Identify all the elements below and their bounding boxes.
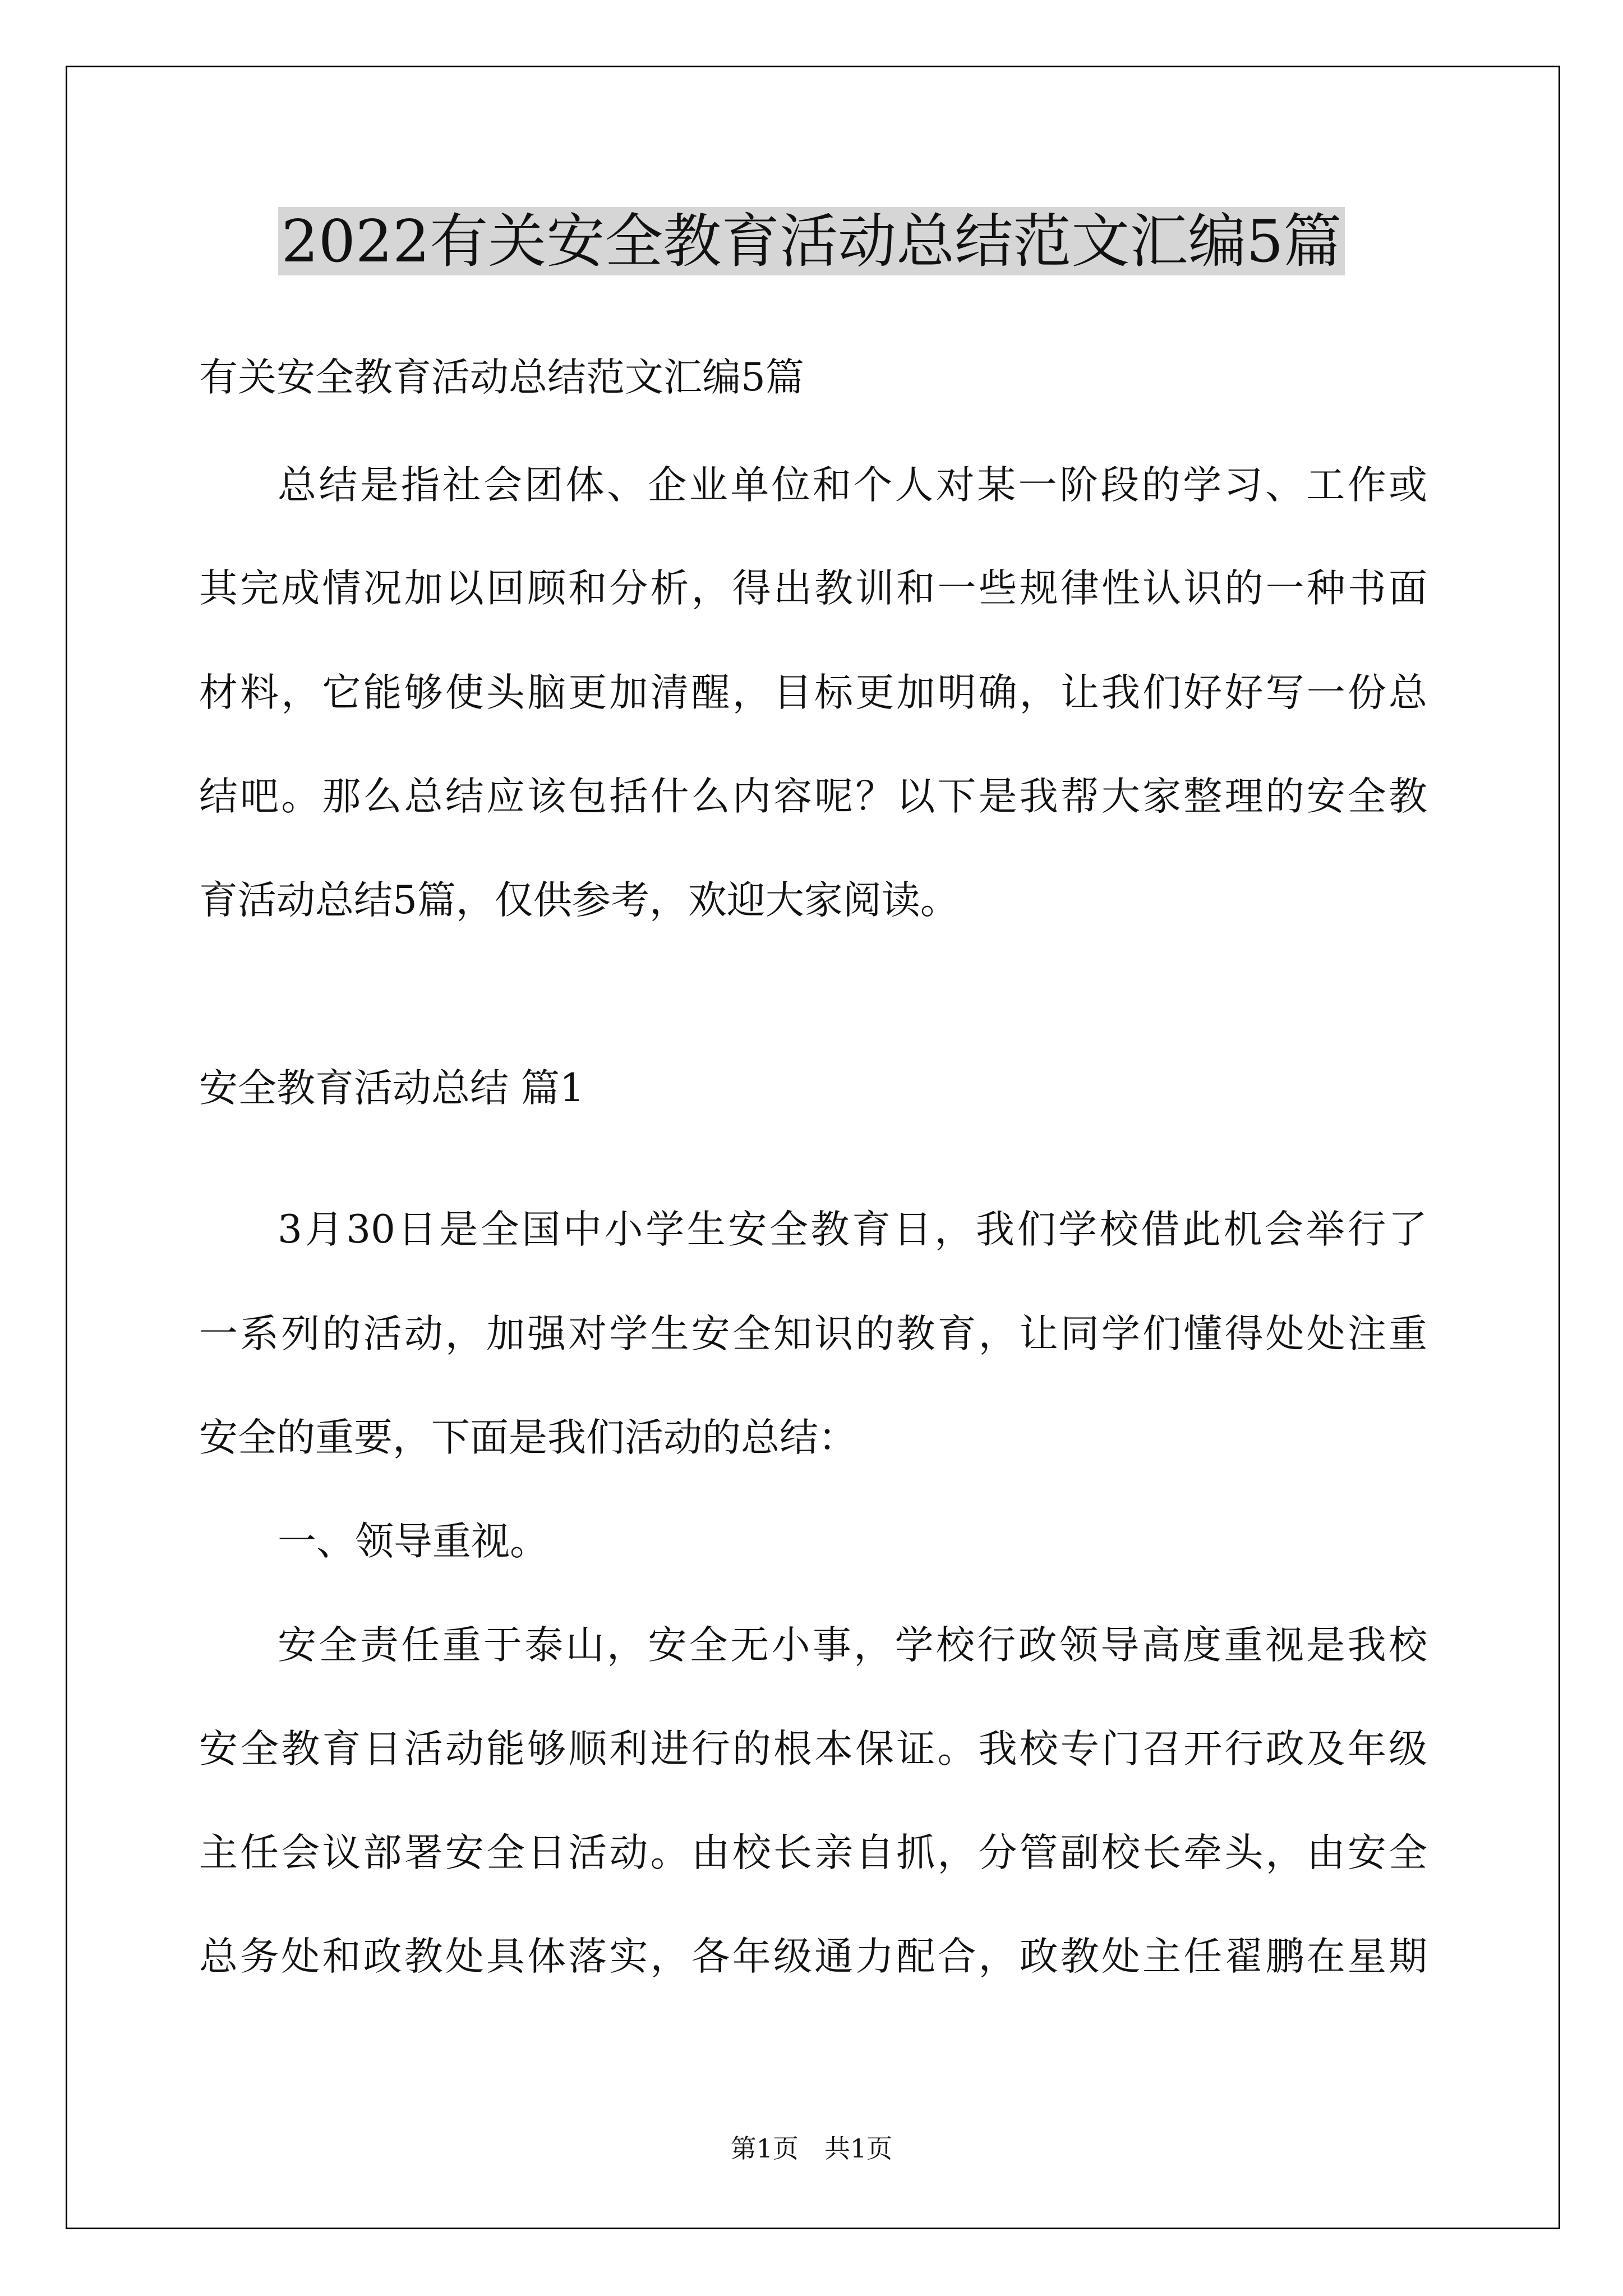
intro-line-2: 其完成情况加以回顾和分析，得出教训和一些规律性认识的一种书面 — [199, 566, 1427, 611]
intro-line-4: 结吧。那么总结应该包括什么内容呢？以下是我帮大家整理的安全教 — [199, 774, 1427, 819]
document-subtitle: 有关安全教育活动总结范文汇编5篇 — [199, 355, 804, 400]
intro-line-5: 育活动总结5篇，仅供参考，欢迎大家阅读。 — [199, 878, 959, 923]
page-footer: 第1页 共1页 — [730, 2133, 893, 2164]
intro-line-3: 材料，它能够使头脑更加清醒，目标更加明确，让我们好好写一份总 — [199, 670, 1427, 715]
section-1-para-2-line-1: 安全责任重于泰山，安全无小事，学校行政领导高度重视是我校 — [278, 1623, 1427, 1668]
document-title-text: 2022有关安全教育活动总结范文汇编5篇 — [278, 207, 1345, 275]
section-1-para-2-line-2: 安全教育日活动能够顺利进行的根本保证。我校专门召开行政及年级 — [199, 1727, 1427, 1772]
intro-line-1: 总结是指社会团体、企业单位和个人对某一阶段的学习、工作或 — [278, 463, 1427, 508]
section-1-heading: 安全教育活动总结 篇1 — [199, 1066, 584, 1111]
section-1-para-2-line-4: 总务处和政教处具体落实，各年级通力配合，政教处主任翟鹏在星期 — [199, 1934, 1427, 1979]
document-title — [0, 202, 1623, 280]
section-1-para-2-line-3: 主任会议部署安全日活动。由校长亲自抓，分管副校长牵头，由安全 — [199, 1830, 1427, 1875]
section-1-para-1-line-3: 安全的重要，下面是我们活动的总结： — [199, 1415, 857, 1460]
section-1-para-1-line-1: 3月30日是全国中小学生安全教育日，我们学校借此机会举行了 — [278, 1207, 1427, 1252]
section-1-para-1-line-2: 一系列的活动，加强对学生安全知识的教育，让同学们懂得处处注重 — [199, 1312, 1427, 1356]
section-1-subheading: 一、领导重视。 — [278, 1519, 548, 1564]
